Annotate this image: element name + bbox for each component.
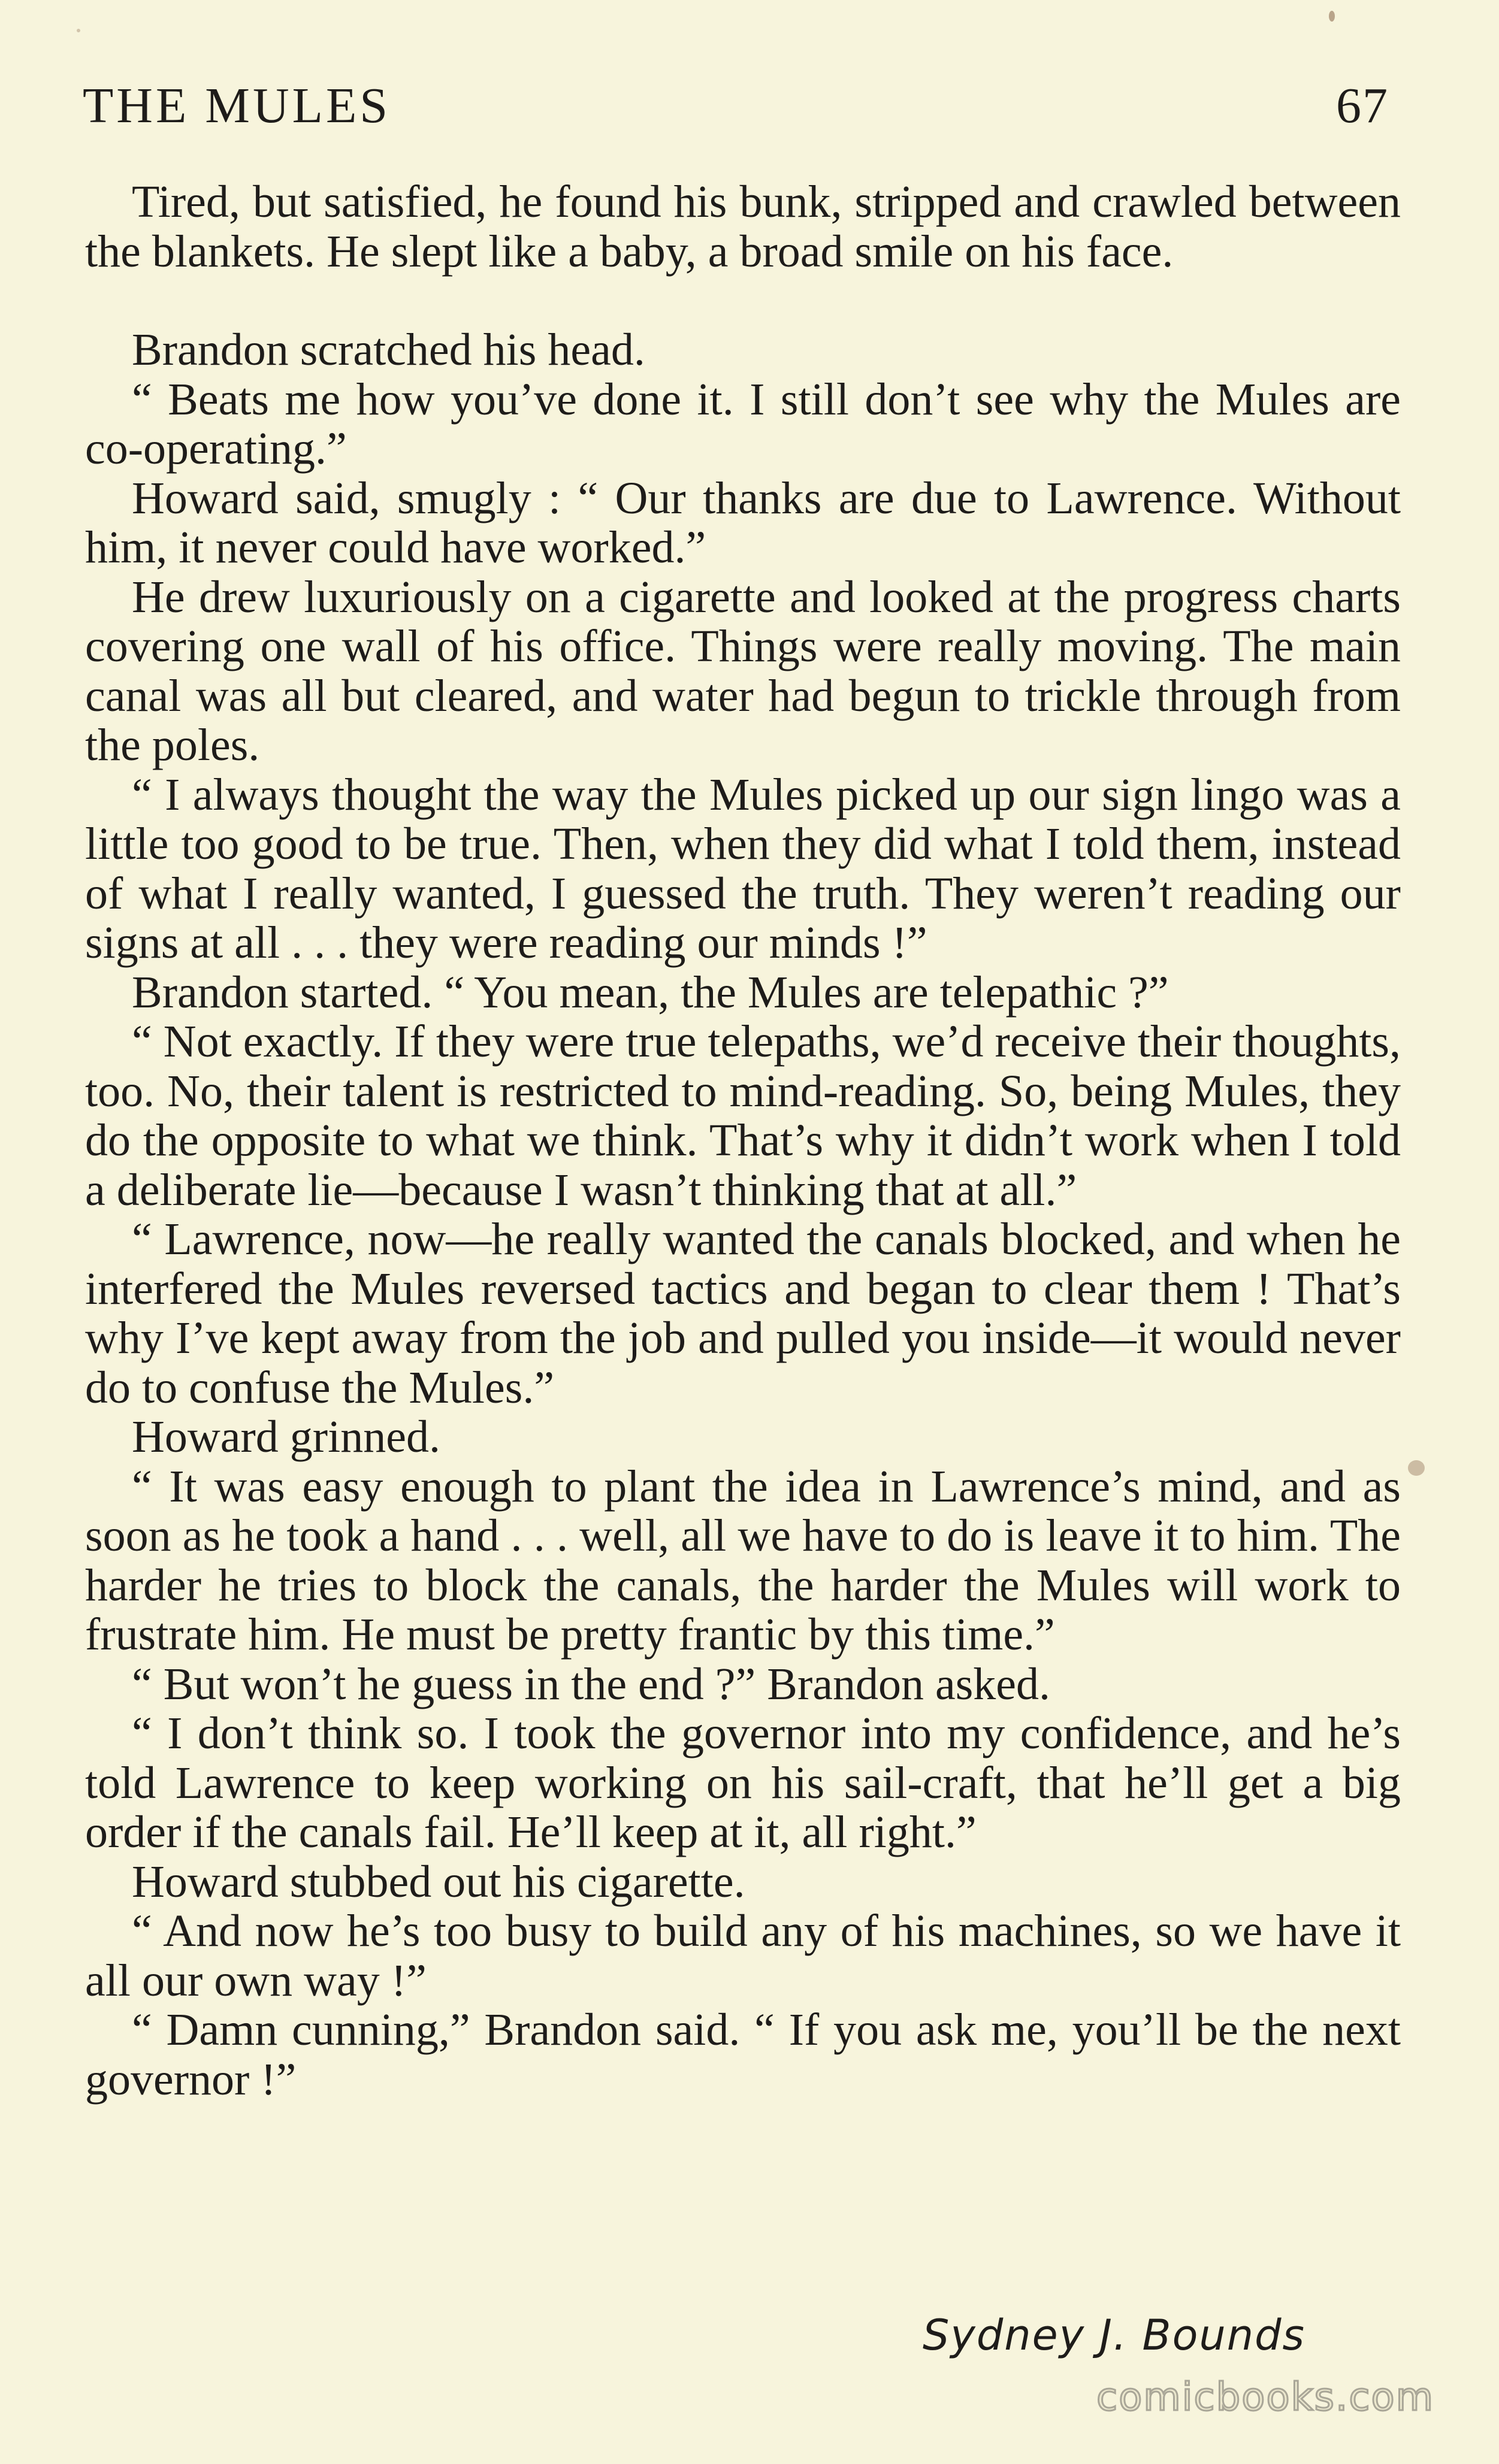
paragraph: “ Damn cunning,” Brandon said. “ If you ask me, you’ll be the next governor !” <box>85 2005 1401 2105</box>
paragraph: “ I always thought the way the Mules picked up our sign lingo was a little too good to be true. Then, when they did what I told them, instead of what I really wanted, I guessed the truth. They weren’t reading our signs at all . . . they were reading our minds !” <box>85 769 1401 968</box>
paragraph: “ Beats me how you’ve done it. I still don’t see why the Mules are co-operating.” <box>85 374 1401 474</box>
paragraph: He drew luxuriously on a cigarette and looked at the progress charts covering one wall of his office. Things were really moving. The main canal was all but cleared, and water had begun to trickle through from the poles. <box>85 571 1401 770</box>
paragraph: Howard stubbed out his cigarette. <box>132 1856 745 1907</box>
paragraph: “ I don’t think so. I took the governor into my confidence, and he’s told Lawrence to keep working on his sail-craft, that he’ll get a big order if the canals fail. He’ll keep at it, all right.” <box>85 1708 1401 1857</box>
paragraph: Tired, but satisfied, he found his bunk, stripped and crawled between the blankets. He slept like a baby, a broad smile on his face. <box>85 177 1401 277</box>
author-signature: Sydney J. Bounds <box>923 2311 1306 2360</box>
running-head <box>83 77 1389 143</box>
paragraph: Howard grinned. <box>132 1412 440 1462</box>
paragraph: “ Lawrence, now—he really wanted the canals blocked, and when he interfered the Mules reversed tactics and began to clear them ! That’s why I’ve kept away from the job and pulled you inside—it would never do to confuse the Mules.” <box>85 1214 1401 1413</box>
watermark: comicbooks.com <box>1096 2375 1435 2420</box>
paragraph: “ It was easy enough to plant the idea in Lawrence’s mind, and as soon as he took a hand . . . well, all we have to do is leave it to him. The harder he tries to block the canals, the harder the Mules will work to frustrate him. He must be pretty frantic by this time.” <box>85 1461 1401 1660</box>
paragraph: Brandon started. “ You mean, the Mules are telepathic ?” <box>132 967 1169 1018</box>
paragraph: “ But won’t he guess in the end ?” Brandon asked. <box>132 1658 1051 1709</box>
paragraph: Howard said, smugly : “ Our thanks are due to Lawrence. Without him, it never could have worked.” <box>85 473 1401 573</box>
paper-speck <box>1329 11 1335 22</box>
paper-speck <box>1408 1460 1425 1476</box>
paragraph: “ And now he’s too busy to build any of his machines, so we have it all our own way !” <box>85 1906 1401 2006</box>
paragraph: “ Not exactly. If they were true telepaths, we’d receive their thoughts, too. No, their talent is restricted to mind-reading. So, being Mules, they do the opposite to what we think. That’s why it didn’t work when I told a deliberate lie—because I wasn’t thinking that at all.” <box>85 1016 1401 1215</box>
running-title: THE MULES <box>83 78 391 134</box>
paragraph: Brandon scratched his head. <box>132 325 645 375</box>
page-number: 67 <box>1336 78 1389 134</box>
story-text <box>85 177 1401 2104</box>
paper-speck <box>77 29 80 32</box>
